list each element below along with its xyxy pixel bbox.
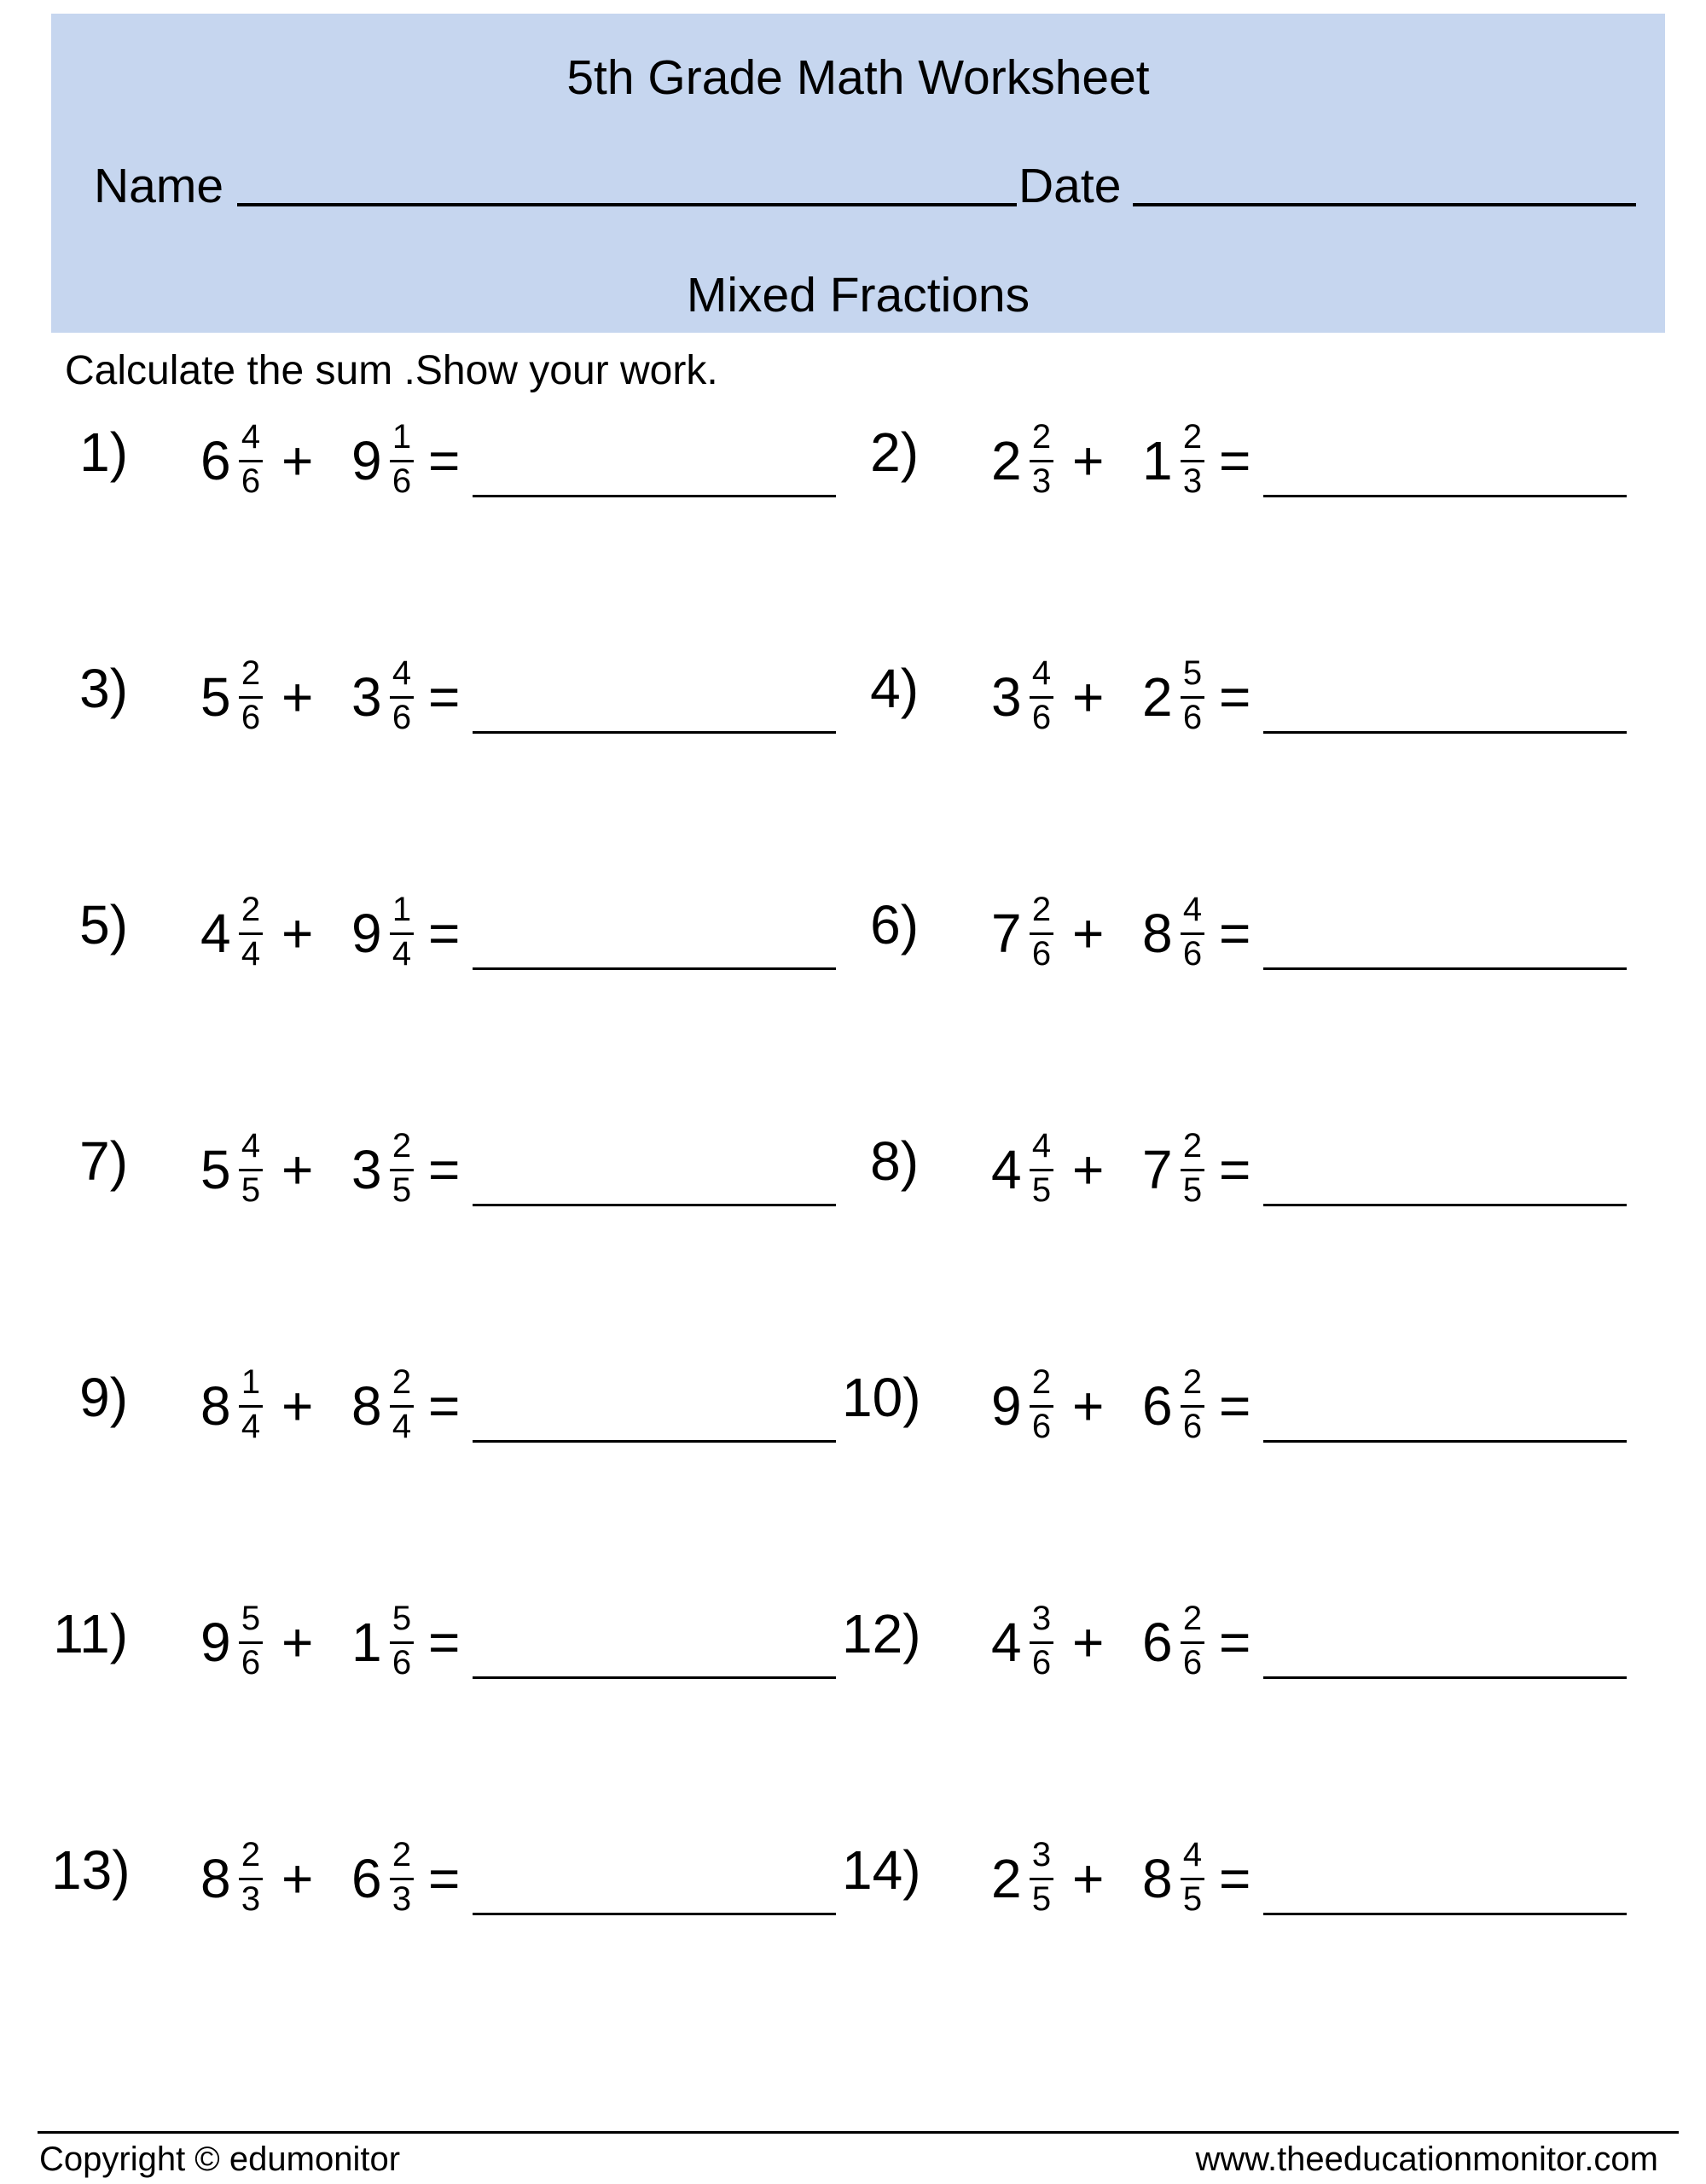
numerator: 2: [1182, 1363, 1203, 1401]
denominator: 5: [1182, 1171, 1203, 1209]
whole-part: 4: [991, 1612, 1022, 1673]
denominator: 6: [392, 462, 412, 500]
problem-number: 7): [79, 1130, 128, 1192]
numerator: 1: [392, 418, 412, 456]
answer-blank[interactable]: [1263, 1204, 1627, 1206]
whole-part: 3: [351, 666, 382, 728]
plus-sign: +: [1072, 1139, 1105, 1200]
date-blank-line: [1133, 203, 1636, 206]
whole-part: 7: [1142, 1139, 1173, 1200]
plus-sign: +: [281, 430, 314, 491]
denominator: 4: [392, 935, 412, 973]
equals-sign: =: [1219, 1612, 1251, 1673]
whole-part: 6: [1142, 1612, 1173, 1673]
answer-blank[interactable]: [473, 731, 836, 734]
denominator: 6: [1031, 1408, 1052, 1445]
denominator: 6: [1182, 699, 1203, 736]
whole-part: 8: [200, 1375, 231, 1437]
whole-part: 1: [1142, 430, 1173, 491]
whole-part: 5: [200, 1139, 231, 1200]
problem-item: [842, 1127, 1610, 1246]
whole-part: 3: [991, 666, 1022, 728]
equals-sign: =: [1219, 1375, 1251, 1437]
denominator: 5: [1031, 1171, 1052, 1209]
whole-part: 8: [200, 1848, 231, 1909]
numerator: 4: [392, 654, 412, 692]
problem-number: 13): [51, 1839, 131, 1901]
problem-number: 11): [53, 1603, 128, 1664]
numerator: 1: [392, 891, 412, 928]
plus-sign: +: [281, 903, 314, 964]
equals-sign: =: [428, 430, 461, 491]
equals-sign: =: [428, 903, 461, 964]
answer-blank[interactable]: [1263, 731, 1627, 734]
denominator: 4: [241, 1408, 261, 1445]
equals-sign: =: [1219, 1848, 1251, 1909]
problem-item: [51, 1836, 819, 1955]
numerator: 2: [392, 1836, 412, 1873]
instructions: Calculate the sum .Show your work.: [65, 348, 718, 393]
whole-part: 4: [200, 903, 231, 964]
numerator: 2: [1182, 418, 1203, 456]
name-blank-line: [237, 203, 1017, 206]
numerator: 1: [241, 1363, 261, 1401]
problem-number: 12): [842, 1603, 921, 1664]
problem-number: 2): [870, 421, 919, 483]
numerator: 4: [1031, 1127, 1052, 1165]
answer-blank[interactable]: [473, 1913, 836, 1915]
problem-number: 4): [870, 658, 919, 719]
problem-number: 8): [870, 1130, 919, 1192]
problem-item: [51, 1127, 819, 1246]
denominator: 6: [241, 462, 261, 500]
name-label: Name: [94, 159, 224, 213]
plus-sign: +: [1072, 1612, 1105, 1673]
answer-blank[interactable]: [473, 1676, 836, 1679]
numerator: 3: [1031, 1600, 1052, 1637]
problem-item: [51, 654, 819, 774]
problem-item: [842, 654, 1610, 774]
copyright-text: Copyright © edumonitor: [39, 2140, 401, 2178]
worksheet-header: [51, 14, 1665, 333]
whole-part: 8: [351, 1375, 382, 1437]
plus-sign: +: [1072, 430, 1105, 491]
equals-sign: =: [1219, 1139, 1251, 1200]
website-url: www.theeducationmonitor.com: [1195, 2140, 1658, 2178]
problem-number: 14): [842, 1839, 921, 1901]
denominator: 3: [392, 1880, 412, 1918]
plus-sign: +: [1072, 903, 1105, 964]
denominator: 6: [392, 1644, 412, 1682]
problem-number: 9): [79, 1367, 128, 1428]
worksheet-title: 5th Grade Math Worksheet: [566, 50, 1150, 105]
numerator: 5: [241, 1600, 261, 1637]
problem-number: 5): [79, 894, 128, 956]
numerator: 4: [241, 418, 261, 456]
problem-item: [842, 891, 1610, 1010]
answer-blank[interactable]: [1263, 967, 1627, 970]
equals-sign: =: [428, 666, 461, 728]
equals-sign: =: [428, 1139, 461, 1200]
plus-sign: +: [1072, 1375, 1105, 1437]
numerator: 4: [1031, 654, 1052, 692]
whole-part: 6: [351, 1848, 382, 1909]
denominator: 4: [392, 1408, 412, 1445]
answer-blank[interactable]: [473, 967, 836, 970]
plus-sign: +: [281, 1139, 314, 1200]
problem-item: [842, 1363, 1610, 1483]
numerator: 2: [241, 654, 261, 692]
denominator: 5: [241, 1171, 261, 1209]
answer-blank[interactable]: [1263, 1913, 1627, 1915]
problem-number: 10): [842, 1367, 921, 1428]
numerator: 2: [1031, 1363, 1052, 1401]
whole-part: 9: [991, 1375, 1022, 1437]
whole-part: 9: [200, 1612, 231, 1673]
problem-item: [842, 1600, 1610, 1719]
denominator: 5: [1031, 1880, 1052, 1918]
whole-part: 7: [991, 903, 1022, 964]
answer-blank[interactable]: [473, 1204, 836, 1206]
date-label: Date: [1018, 159, 1122, 213]
denominator: 3: [1182, 462, 1203, 500]
denominator: 6: [1182, 935, 1203, 973]
numerator: 2: [1182, 1127, 1203, 1165]
numerator: 2: [241, 1836, 261, 1873]
whole-part: 8: [1142, 1848, 1173, 1909]
plus-sign: +: [281, 1375, 314, 1437]
denominator: 6: [1182, 1644, 1203, 1682]
denominator: 6: [1182, 1408, 1203, 1445]
equals-sign: =: [1219, 666, 1251, 728]
numerator: 2: [1031, 891, 1052, 928]
whole-part: 9: [351, 430, 382, 491]
denominator: 5: [1182, 1880, 1203, 1918]
whole-part: 5: [200, 666, 231, 728]
denominator: 4: [241, 935, 261, 973]
answer-blank[interactable]: [473, 1440, 836, 1443]
numerator: 5: [1182, 654, 1203, 692]
problem-item: [51, 418, 819, 537]
problem-number: 3): [79, 658, 128, 719]
equals-sign: =: [1219, 430, 1251, 491]
numerator: 2: [392, 1363, 412, 1401]
denominator: 6: [241, 1644, 261, 1682]
numerator: 5: [392, 1600, 412, 1637]
whole-part: 4: [991, 1139, 1022, 1200]
numerator: 4: [241, 1127, 261, 1165]
problem-item: [842, 1836, 1610, 1955]
denominator: 3: [241, 1880, 261, 1918]
numerator: 4: [1182, 1836, 1203, 1873]
whole-part: 1: [351, 1612, 382, 1673]
problem-number: 6): [870, 894, 919, 956]
whole-part: 9: [351, 903, 382, 964]
numerator: 4: [1182, 891, 1203, 928]
plus-sign: +: [1072, 1848, 1105, 1909]
equals-sign: =: [1219, 903, 1251, 964]
whole-part: 6: [1142, 1375, 1173, 1437]
equals-sign: =: [428, 1612, 461, 1673]
whole-part: 2: [1142, 666, 1173, 728]
plus-sign: +: [281, 1612, 314, 1673]
problem-item: [842, 418, 1610, 537]
denominator: 5: [392, 1171, 412, 1209]
problem-item: [51, 1363, 819, 1483]
answer-blank[interactable]: [1263, 1440, 1627, 1443]
worksheet-subtitle: Mixed Fractions: [686, 268, 1030, 322]
problem-item: [51, 891, 819, 1010]
numerator: 2: [1182, 1600, 1203, 1637]
whole-part: 2: [991, 430, 1022, 491]
denominator: 6: [1031, 935, 1052, 973]
answer-blank[interactable]: [1263, 1676, 1627, 1679]
numerator: 2: [392, 1127, 412, 1165]
plus-sign: +: [1072, 666, 1105, 728]
whole-part: 2: [991, 1848, 1022, 1909]
answer-blank[interactable]: [1263, 495, 1627, 497]
numerator: 2: [241, 891, 261, 928]
equals-sign: =: [428, 1848, 461, 1909]
whole-part: 6: [200, 430, 231, 491]
problem-number: 1): [79, 421, 128, 483]
answer-blank[interactable]: [473, 495, 836, 497]
numerator: 2: [1031, 418, 1052, 456]
numerator: 3: [1031, 1836, 1052, 1873]
whole-part: 3: [351, 1139, 382, 1200]
denominator: 6: [1031, 699, 1052, 736]
denominator: 3: [1031, 462, 1052, 500]
plus-sign: +: [281, 666, 314, 728]
equals-sign: =: [428, 1375, 461, 1437]
footer-divider: [38, 2131, 1679, 2134]
plus-sign: +: [281, 1848, 314, 1909]
denominator: 6: [392, 699, 412, 736]
whole-part: 8: [1142, 903, 1173, 964]
denominator: 6: [1031, 1644, 1052, 1682]
problem-item: [51, 1600, 819, 1719]
denominator: 6: [241, 699, 261, 736]
